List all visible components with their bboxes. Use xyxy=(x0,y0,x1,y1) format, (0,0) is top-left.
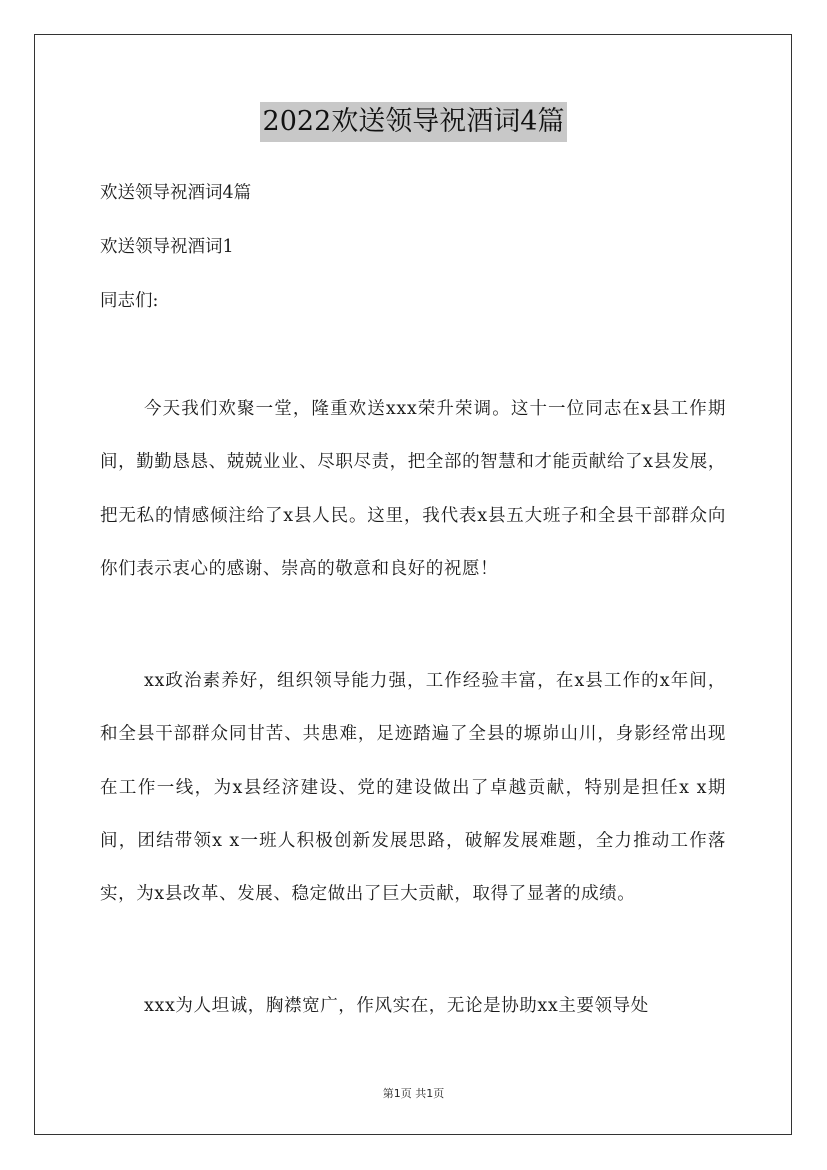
salutation: 同志们: xyxy=(100,291,159,311)
section-heading: 欢送领导祝酒词1 xyxy=(100,237,234,257)
paragraph-2: xx政治素养好，组织领导能力强，工作经验丰富，在x县工作的x年间，和全县干部群众同甘苦、共患难，足迹踏遍了全县的塬峁山川，身影经常出现在工作一线，为x县经济建设、党的建设做出了卓越贡献，特别是担任x x期间，团结带领x x一班人积极创新发展思路，破解发展难题，全力推动工作落实，为x县改革、发展、稳定做出了巨大贡献，取得了显著的成绩。 xyxy=(100,671,726,905)
document-subtitle: 欢送领导祝酒词4篇 xyxy=(100,183,252,203)
paragraph-1: 今天我们欢聚一堂，隆重欢送xxx荣升荣调。这十一位同志在x县工作期间，勤勤恳恳、兢兢业业、尽职尽责，把全部的智慧和才能贡献给了x县发展，把无私的情感倾注给了x县人民。这里，我代表x县五大班子和全县干部群众向你们表示衷心的感谢、崇高的敬意和良好的祝愿！ xyxy=(100,399,726,579)
page-footer: 第1页 共1页 xyxy=(382,1087,445,1100)
title-container xyxy=(0,102,827,142)
paragraph-3: xxx为人坦诚，胸襟宽广，作风实在，无论是协助xx主要领导处 xyxy=(144,996,649,1016)
document-title: 2022欢送领导祝酒词4篇 xyxy=(260,102,568,142)
